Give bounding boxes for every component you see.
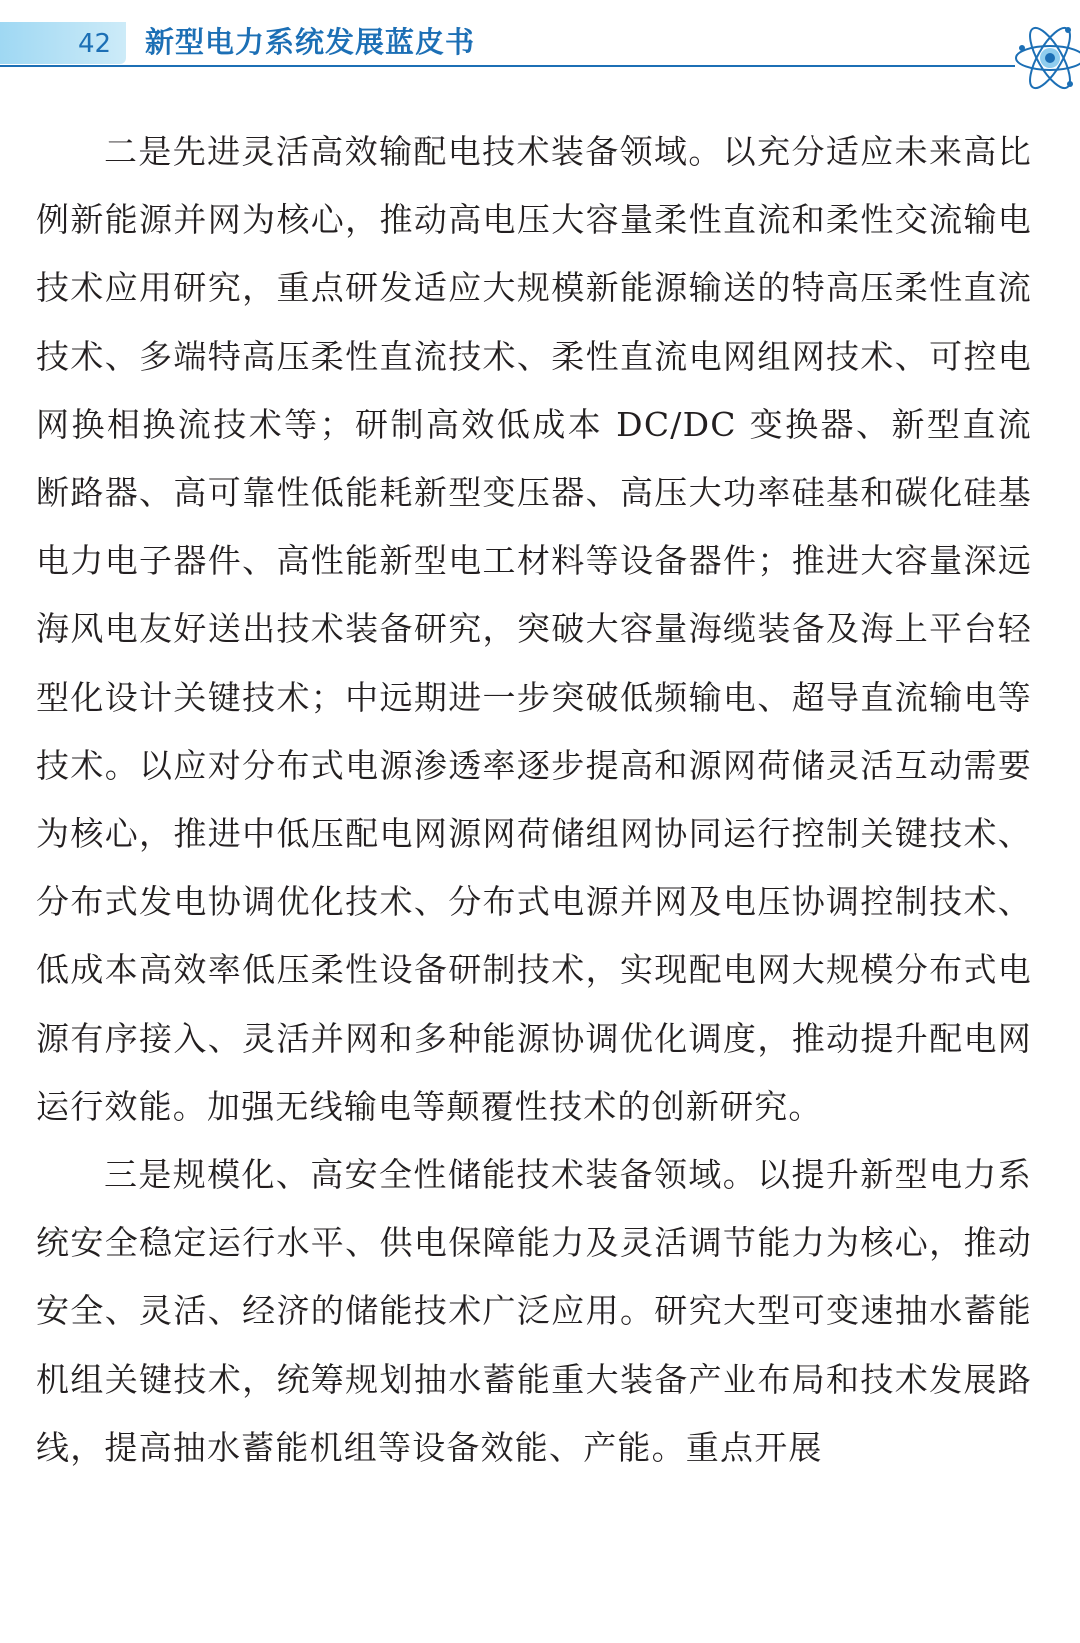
book-title: 新型电力系统发展蓝皮书 [145, 25, 476, 59]
page-number: 42 [78, 29, 112, 59]
body-text [36, 118, 1032, 1482]
page-header [0, 0, 1080, 80]
header-rule [0, 65, 1015, 67]
paragraph-storage: 三是规模化、高安全性储能技术装备领域。以提升新型电力系统安全稳定运行水平、供电保障能力及灵活调节能力为核心，推动安全、灵活、经济的储能技术广泛应用。研究大型可变速抽水蓄能机组关键技术，统筹规划抽水蓄能重大装备产业布局和技术发展路线，提高抽水蓄能机组等设备效能、产能。重点开展 [36, 1155, 1032, 1467]
atom-icon [1010, 18, 1080, 98]
paragraph-transmission: 二是先进灵活高效输配电技术装备领域。以充分适应未来高比例新能源并网为核心，推动高电压大容量柔性直流和柔性交流输电技术应用研究，重点研发适应大规模新能源输送的特高压柔性直流技术、多端特高压柔性直流技术、柔性直流电网组网技术、可控电网换相换流技术等；研制高效低成本 DC/DC 变换器、新型直流断路器、高可靠性低能耗新型变压器、高压大功率硅基和碳化硅基电力电子器件、高性能新型电工材料等设备器件；推进大容量深远海风电友好送出技术装备研究，突破大容量海缆装备及海上平台轻型化设计关键技术；中远期进一步突破低频输电、超导直流输电等技术。以应对分布式电源渗透率逐步提高和源网荷储灵活互动需要为核心，推进中低压配电网源网荷储组网协同运行控制关键技术、分布式发电协调优化技术、分布式电源并网及电压协调控制技术、低成本高效率低压柔性设备研制技术，实现配电网大规模分布式电源有序接入、灵活并网和多种能源协调优化调度，推动提升配电网运行效能。加强无线输电等颠覆性技术的创新研究。 [36, 132, 1032, 1126]
